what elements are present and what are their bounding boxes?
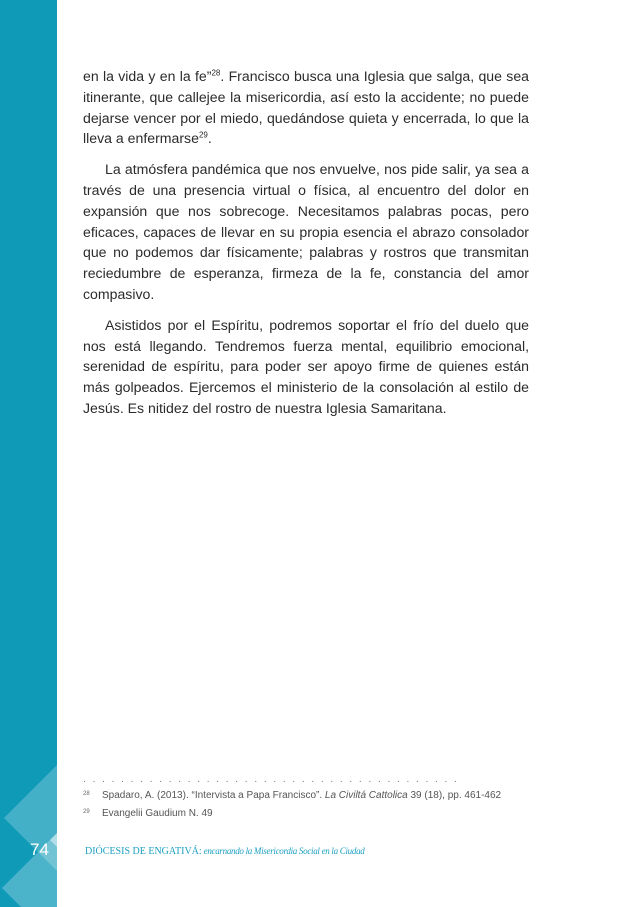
footer-subtitle: encarnando la Misericordia Social en la Ciudad <box>201 846 365 856</box>
footnote-28: 28 Spadaro, A. (2013). “Intervista a Papa Francisco”. La Civiltá Cattolica 39 (18), pp. 461-462 <box>83 790 502 801</box>
footer-title: DIÓCESIS DE ENGATIVÁ: <box>85 846 202 857</box>
footnotes <box>83 775 553 820</box>
footnote-29: 29 Evangelii Gaudium N. 49 <box>83 808 213 819</box>
side-color-band <box>0 0 57 907</box>
footnote-number: 29 <box>83 809 90 815</box>
footnote-ref-29: 29 <box>198 130 208 140</box>
body-text <box>83 66 529 429</box>
journal-title: La Civiltá Cattolica <box>324 790 408 801</box>
footnote-number: 28 <box>83 791 90 797</box>
running-footer <box>85 846 364 857</box>
paragraph-2: La atmósfera pandémica que nos envuelve, nos pide salir, ya sea a través de una presencia virtual o física, al encuentro del dolor en expansión que nos sobrecoge. Necesitamos palabras pocas, pero eficaces, capaces de llevar en su propia esencia el abrazo consolador que no podemos dar físicamente; palabras y rostros que transmitan reciedumbre de esperanza, firmeza de la fe, constancia del amor compasivo. <box>83 161 529 302</box>
footnote-separator: ․ ․ ․ ․ ․ ․ ․ ․ ․ ․ ․ ․ ․ ․ ․ ․ ․ ․ ․ ․ ․ ․ ․ ․ ․ ․ ․ ․ ․ ․ ․ ․ ․ ․ ․ ․ ․ ․ ․ ․ <box>83 774 459 784</box>
paragraph-1: en la vida y en la fe”$^{28}$. Francisco busca una Iglesia que salga, que sea itinerante, que callejee la misericordia, así esto la accidente; no puede dejarse vencer por el miedo, quedándose quieta y encerrada, lo que la lleva a enfermarse$^{29}$. <box>83 68 529 147</box>
paragraph-3: Asistidos por el Espíritu, podremos soportar el frío del duelo que nos está llegando. Tendremos fuerza mental, equilibrio emocional, serenidad de espíritu, para poder ser apoyo firme de quienes están más golpeados. Ejercemos el ministerio de la consolación al estilo de Jesús. Es nitidez del rostro de nuestra Iglesia Samaritana. <box>83 316 529 416</box>
page-number: 74 <box>30 840 49 859</box>
footnote-ref-28: 28 <box>211 68 221 78</box>
